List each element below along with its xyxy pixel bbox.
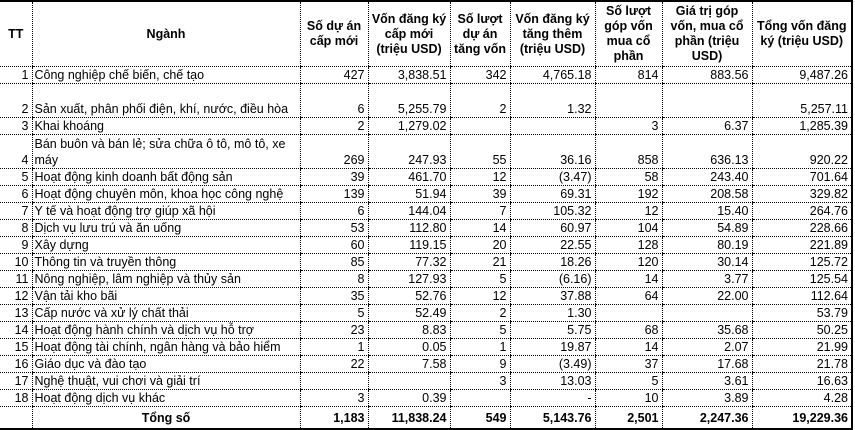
row-so-luot-du-an-tang-von: 12 — [450, 288, 510, 305]
row-so-luot-gop-von: 814 — [595, 67, 662, 84]
row-von-dang-ky-cap-moi: 119.15 — [368, 237, 450, 254]
row-so-luot-du-an-tang-von: 14 — [450, 220, 510, 237]
row-von-dang-ky-tang-them: 19.87 — [510, 339, 595, 356]
row-gia-tri-gop-von: 3.77 — [662, 271, 752, 288]
row-tong-von-dang-ky: 53.79 — [752, 305, 852, 322]
row-nganh: Y tế và hoạt động trợ giúp xã hội — [32, 203, 300, 220]
row-tong-von-dang-ky: 50.25 — [752, 322, 852, 339]
row-tong-von-dang-ky: 329.82 — [752, 186, 852, 203]
row-so-du-an-cap-moi: 6 — [300, 84, 368, 118]
row-gia-tri-gop-von — [662, 84, 752, 118]
row-von-dang-ky-tang-them: 1.32 — [510, 84, 595, 118]
row-nganh: Khai khoáng — [32, 118, 300, 135]
row-so-luot-du-an-tang-von: 12 — [450, 169, 510, 186]
row-so-luot-du-an-tang-von: 2 — [450, 84, 510, 118]
row-so-luot-gop-von: 3 — [595, 118, 662, 135]
row-so-du-an-cap-moi: 53 — [300, 220, 368, 237]
row-nganh: Cấp nước và xử lý chất thải — [32, 305, 300, 322]
row-von-dang-ky-cap-moi: 3,838.51 — [368, 67, 450, 84]
row-so-luot-gop-von: 14 — [595, 339, 662, 356]
row-von-dang-ky-tang-them: 105.32 — [510, 203, 595, 220]
row-tt: 4 — [0, 135, 32, 169]
total-gia-tri-gop-von: 2,247.36 — [662, 407, 752, 430]
header-tong-von-dang-ky: Tổng vốn đăng ký (triệu USD) — [752, 1, 852, 67]
total-so-luot-gop-von: 2,501 — [595, 407, 662, 430]
row-tong-von-dang-ky: 125.54 — [752, 271, 852, 288]
row-so-luot-gop-von: 68 — [595, 322, 662, 339]
row-tt: 14 — [0, 322, 32, 339]
row-nganh: Hoạt động kinh doanh bất động sản — [32, 169, 300, 186]
table-row — [0, 135, 852, 169]
row-tong-von-dang-ky: 9,487.26 — [752, 67, 852, 84]
row-gia-tri-gop-von — [662, 305, 752, 322]
row-tt: 12 — [0, 288, 32, 305]
row-so-luot-gop-von — [595, 84, 662, 118]
row-nganh: Sản xuất, phân phối điện, khí, nước, điều hòa — [32, 84, 300, 118]
row-so-du-an-cap-moi: 39 — [300, 169, 368, 186]
row-so-luot-du-an-tang-von: 2 — [450, 305, 510, 322]
row-so-du-an-cap-moi: 3 — [300, 390, 368, 407]
row-so-luot-gop-von: 858 — [595, 135, 662, 169]
row-von-dang-ky-tang-them: 60.97 — [510, 220, 595, 237]
row-tt: 15 — [0, 339, 32, 356]
total-tt — [0, 407, 32, 430]
row-von-dang-ky-tang-them: (6.16) — [510, 271, 595, 288]
row-so-luot-du-an-tang-von: 342 — [450, 67, 510, 84]
row-so-luot-gop-von: 10 — [595, 390, 662, 407]
table-row — [0, 84, 852, 118]
table-row — [0, 118, 852, 135]
row-nganh: Hoạt động chuyên môn, khoa học công nghệ — [32, 186, 300, 203]
row-tong-von-dang-ky: 264.76 — [752, 203, 852, 220]
total-tong-von-dang-ky: 19,229.36 — [752, 407, 852, 430]
row-so-du-an-cap-moi: 2 — [300, 118, 368, 135]
header-von-dang-ky-tang-them: Vốn đăng ký tăng thêm (triệu USD) — [510, 1, 595, 67]
row-nganh: Dịch vụ lưu trú và ăn uống — [32, 220, 300, 237]
row-von-dang-ky-tang-them: - — [510, 390, 595, 407]
row-so-du-an-cap-moi: 60 — [300, 237, 368, 254]
row-gia-tri-gop-von: 30.14 — [662, 254, 752, 271]
row-so-luot-du-an-tang-von: 3 — [450, 373, 510, 390]
row-so-luot-du-an-tang-von: 20 — [450, 237, 510, 254]
row-so-du-an-cap-moi: 5 — [300, 305, 368, 322]
row-so-luot-gop-von: 128 — [595, 237, 662, 254]
table-row — [0, 271, 852, 288]
row-so-luot-gop-von: 58 — [595, 169, 662, 186]
row-tt: 18 — [0, 390, 32, 407]
row-nganh: Xây dựng — [32, 237, 300, 254]
row-nganh: Vận tải kho bãi — [32, 288, 300, 305]
row-nganh: Giáo dục và đào tạo — [32, 356, 300, 373]
row-von-dang-ky-tang-them: 22.55 — [510, 237, 595, 254]
total-so-du-an-cap-moi: 1,183 — [300, 407, 368, 430]
row-von-dang-ky-cap-moi: 0.39 — [368, 390, 450, 407]
row-so-luot-gop-von: 192 — [595, 186, 662, 203]
table-row — [0, 288, 852, 305]
row-von-dang-ky-cap-moi — [368, 373, 450, 390]
row-tong-von-dang-ky: 21.99 — [752, 339, 852, 356]
table-row — [0, 237, 852, 254]
row-gia-tri-gop-von: 883.56 — [662, 67, 752, 84]
row-so-luot-gop-von: 120 — [595, 254, 662, 271]
row-von-dang-ky-cap-moi: 127.93 — [368, 271, 450, 288]
row-von-dang-ky-cap-moi: 144.04 — [368, 203, 450, 220]
row-tt: 2 — [0, 84, 32, 118]
header-von-dang-ky-cap-moi: Vốn đăng ký cấp mới (triệu USD) — [368, 1, 450, 67]
row-tong-von-dang-ky: 16.63 — [752, 373, 852, 390]
row-von-dang-ky-cap-moi: 5,255.79 — [368, 84, 450, 118]
row-gia-tri-gop-von: 208.58 — [662, 186, 752, 203]
row-tt: 1 — [0, 67, 32, 84]
row-gia-tri-gop-von: 54.89 — [662, 220, 752, 237]
row-von-dang-ky-cap-moi: 1,279.02 — [368, 118, 450, 135]
row-so-du-an-cap-moi: 22 — [300, 356, 368, 373]
row-so-luot-gop-von: 64 — [595, 288, 662, 305]
row-tt: 11 — [0, 271, 32, 288]
row-tong-von-dang-ky: 125.72 — [752, 254, 852, 271]
table-row — [0, 67, 852, 84]
table-row — [0, 322, 852, 339]
row-tong-von-dang-ky: 21.78 — [752, 356, 852, 373]
row-so-du-an-cap-moi — [300, 373, 368, 390]
row-so-du-an-cap-moi: 427 — [300, 67, 368, 84]
row-so-luot-du-an-tang-von — [450, 390, 510, 407]
row-von-dang-ky-tang-them: 36.16 — [510, 135, 595, 169]
row-von-dang-ky-tang-them — [510, 118, 595, 135]
row-tong-von-dang-ky: 701.64 — [752, 169, 852, 186]
header-so-luot-du-an-tang-von: Số lượt dự án tăng vốn — [450, 1, 510, 67]
row-von-dang-ky-cap-moi: 52.49 — [368, 305, 450, 322]
table-row — [0, 339, 852, 356]
total-von-dang-ky-tang-them: 5,143.76 — [510, 407, 595, 430]
row-so-du-an-cap-moi: 6 — [300, 203, 368, 220]
table-row — [0, 390, 852, 407]
row-von-dang-ky-tang-them: 1.30 — [510, 305, 595, 322]
row-tt: 7 — [0, 203, 32, 220]
row-so-du-an-cap-moi: 85 — [300, 254, 368, 271]
header-gia-tri-gop-von: Giá trị góp vốn, mua cổ phần (triệu USD) — [662, 1, 752, 67]
total-so-luot-du-an-tang-von: 549 — [450, 407, 510, 430]
table-row — [0, 169, 852, 186]
row-so-luot-gop-von: 12 — [595, 203, 662, 220]
row-gia-tri-gop-von: 80.19 — [662, 237, 752, 254]
row-so-du-an-cap-moi: 1 — [300, 339, 368, 356]
row-gia-tri-gop-von: 35.68 — [662, 322, 752, 339]
table-row — [0, 203, 852, 220]
row-so-luot-du-an-tang-von: 9 — [450, 356, 510, 373]
row-nganh: Hoạt động dịch vụ khác — [32, 390, 300, 407]
row-so-du-an-cap-moi: 269 — [300, 135, 368, 169]
row-so-du-an-cap-moi: 139 — [300, 186, 368, 203]
row-gia-tri-gop-von: 3.89 — [662, 390, 752, 407]
table-row — [0, 373, 852, 390]
header-tt: TT — [0, 1, 32, 67]
table-row — [0, 254, 852, 271]
header-row — [0, 1, 852, 67]
row-nganh: Nông nghiệp, lâm nghiệp và thủy sản — [32, 271, 300, 288]
row-tt: 3 — [0, 118, 32, 135]
header-so-du-an-cap-moi: Số dự án cấp mới — [300, 1, 368, 67]
row-so-luot-du-an-tang-von: 7 — [450, 203, 510, 220]
header-so-luot-gop-von: Số lượt góp vốn mua cổ phần — [595, 1, 662, 67]
row-so-du-an-cap-moi: 35 — [300, 288, 368, 305]
row-so-luot-du-an-tang-von: 5 — [450, 271, 510, 288]
row-tt: 6 — [0, 186, 32, 203]
row-tong-von-dang-ky: 4.28 — [752, 390, 852, 407]
row-von-dang-ky-cap-moi: 112.80 — [368, 220, 450, 237]
row-so-luot-du-an-tang-von — [450, 118, 510, 135]
row-gia-tri-gop-von: 243.40 — [662, 169, 752, 186]
row-so-luot-du-an-tang-von: 39 — [450, 186, 510, 203]
row-von-dang-ky-cap-moi: 461.70 — [368, 169, 450, 186]
row-nganh: Bán buôn và bán lẻ; sửa chữa ô tô, mô tô, xe máy — [32, 135, 300, 169]
row-von-dang-ky-tang-them: 4,765.18 — [510, 67, 595, 84]
row-tt: 13 — [0, 305, 32, 322]
row-tt: 17 — [0, 373, 32, 390]
row-von-dang-ky-tang-them: 5.75 — [510, 322, 595, 339]
row-tong-von-dang-ky: 112.64 — [752, 288, 852, 305]
table-row — [0, 220, 852, 237]
row-tong-von-dang-ky: 228.66 — [752, 220, 852, 237]
row-tt: 5 — [0, 169, 32, 186]
row-so-luot-gop-von — [595, 305, 662, 322]
row-so-luot-gop-von: 5 — [595, 373, 662, 390]
row-gia-tri-gop-von: 2.07 — [662, 339, 752, 356]
row-nganh: Hoạt động tài chính, ngân hàng và bảo hiểm — [32, 339, 300, 356]
row-von-dang-ky-tang-them: 37.88 — [510, 288, 595, 305]
table-row — [0, 305, 852, 322]
row-gia-tri-gop-von: 6.37 — [662, 118, 752, 135]
row-gia-tri-gop-von: 636.13 — [662, 135, 752, 169]
row-so-luot-gop-von: 14 — [595, 271, 662, 288]
row-so-luot-du-an-tang-von: 5 — [450, 322, 510, 339]
row-so-du-an-cap-moi: 8 — [300, 271, 368, 288]
row-nganh: Công nghiệp chế biến, chế tạo — [32, 67, 300, 84]
total-row — [0, 407, 852, 430]
row-von-dang-ky-cap-moi: 77.32 — [368, 254, 450, 271]
table-row — [0, 186, 852, 203]
row-gia-tri-gop-von: 15.40 — [662, 203, 752, 220]
row-von-dang-ky-tang-them: 13.03 — [510, 373, 595, 390]
row-nganh: Thông tin và truyền thông — [32, 254, 300, 271]
row-tong-von-dang-ky: 221.89 — [752, 237, 852, 254]
row-gia-tri-gop-von: 17.68 — [662, 356, 752, 373]
row-gia-tri-gop-von: 22.00 — [662, 288, 752, 305]
row-tong-von-dang-ky: 5,257.11 — [752, 84, 852, 118]
row-tt: 9 — [0, 237, 32, 254]
row-so-luot-gop-von: 104 — [595, 220, 662, 237]
total-von-dang-ky-cap-moi: 11,838.24 — [368, 407, 450, 430]
row-von-dang-ky-tang-them: 18.26 — [510, 254, 595, 271]
row-tong-von-dang-ky: 920.22 — [752, 135, 852, 169]
header-nganh: Ngành — [32, 1, 300, 67]
row-so-du-an-cap-moi: 23 — [300, 322, 368, 339]
row-von-dang-ky-cap-moi: 52.76 — [368, 288, 450, 305]
row-so-luot-du-an-tang-von: 55 — [450, 135, 510, 169]
row-so-luot-gop-von: 37 — [595, 356, 662, 373]
row-tt: 16 — [0, 356, 32, 373]
row-tong-von-dang-ky: 1,285.39 — [752, 118, 852, 135]
row-so-luot-du-an-tang-von: 1 — [450, 339, 510, 356]
row-so-luot-du-an-tang-von: 21 — [450, 254, 510, 271]
row-von-dang-ky-cap-moi: 8.83 — [368, 322, 450, 339]
row-von-dang-ky-tang-them: 69.31 — [510, 186, 595, 203]
row-tt: 8 — [0, 220, 32, 237]
table-row — [0, 356, 852, 373]
row-von-dang-ky-cap-moi: 51.94 — [368, 186, 450, 203]
row-von-dang-ky-cap-moi: 7.58 — [368, 356, 450, 373]
row-tt: 10 — [0, 254, 32, 271]
row-gia-tri-gop-von: 3.61 — [662, 373, 752, 390]
row-von-dang-ky-cap-moi: 247.93 — [368, 135, 450, 169]
row-nganh: Hoạt động hành chính và dịch vụ hỗ trợ — [32, 322, 300, 339]
row-von-dang-ky-tang-them: (3.47) — [510, 169, 595, 186]
total-label: Tổng số — [32, 407, 300, 430]
row-nganh: Nghệ thuật, vui chơi và giải trí — [32, 373, 300, 390]
row-von-dang-ky-cap-moi: 0.05 — [368, 339, 450, 356]
row-von-dang-ky-tang-them: (3.49) — [510, 356, 595, 373]
